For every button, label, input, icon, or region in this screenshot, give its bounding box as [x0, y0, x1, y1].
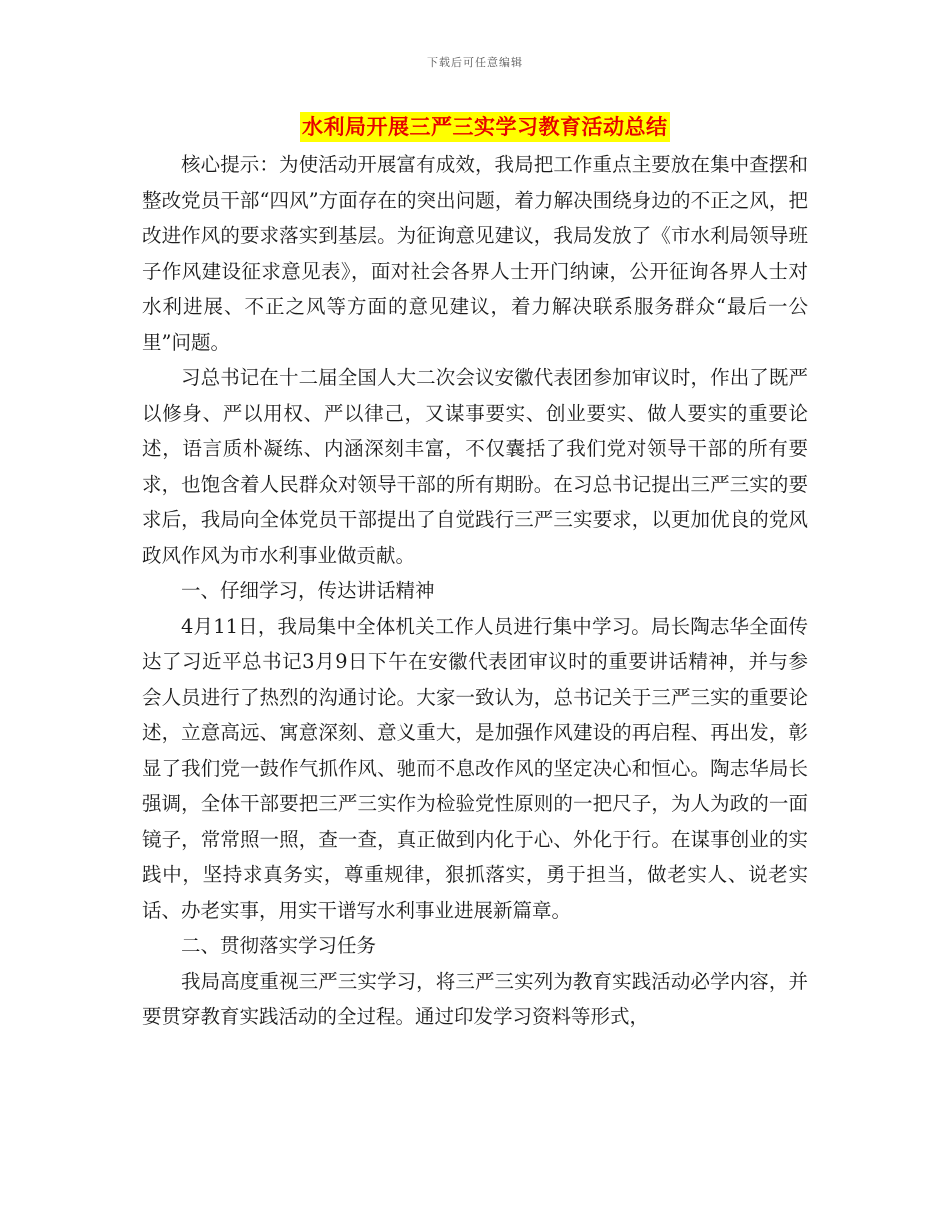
paragraph-background: 习总书记在十二届全国人大二次会议安徽代表团参加审议时，作出了既严以修身、严以用权、严以律己，又谋事要实、创业要实、做人要实的重要论述，语言质朴凝练、内涵深刻丰富，不仅囊括了我们党对领导干部的所有要求，也饱含着人民群众对领导干部的所有期盼。在习总书记提出三严三实的要求后，我局向全体党员干部提出了自觉践行三严三实要求，以更加优良的党风政风作风为市水利事业做贡献。: [142, 366, 808, 567]
document-title: 水利局开展三严三实学习教育活动总结: [300, 112, 670, 142]
paragraph-implementation: 我局高度重视三严三实学习，将三严三实列为教育实践活动必学内容，并要贯穿教育实践活动的全过程。通过印发学习资料等形式，: [142, 969, 808, 1028]
section-heading-1: 一、仔细学习，传达讲话精神: [181, 579, 435, 602]
header-note: 下载后可任意编辑: [427, 56, 523, 69]
section-heading-2: 二、贯彻落实学习任务: [181, 934, 377, 957]
paragraph-study-meeting: 4月11日，我局集中全体机关工作人员进行集中学习。局长陶志华全面传达了习近平总书记3月9日下午在安徽代表团审议时的重要讲话精神，并与参会人员进行了热烈的沟通讨论。大家一致认为，总书记关于三严三实的重要论述，立意高远、寓意深刻、意义重大，是加强作风建设的再启程、再出发，彰显了我们党一鼓作气抓作风、驰而不息改作风的坚定决心和恒心。陶志华局长强调，全体干部要把三严三实作为检验党性原则的一把尺子，为人为政的一面镜子，常常照一照，查一查，真正做到内化于心、外化于行。在谋事创业的实践中，坚持求真务实，尊重规律，狠抓落实，勇于担当，做老实人、说老实话、办老实事，用实干谱写水利事业进展新篇章。: [142, 614, 808, 922]
paragraph-core-summary: 核心提示：为使活动开展富有成效，我局把工作重点主要放在集中查摆和整改党员干部“四风”方面存在的突出问题，着力解决围绕身边的不正之风，把改进作风的要求落实到基层。为征询意见建议，我局发放了《市水利局领导班子作风建设征求意见表》，面对社会各界人士开门纳谏，公开征询各界人士对水利进展、不正之风等方面的意见建议，着力解决联系服务群众“最后一公里”问题。: [142, 153, 808, 354]
document-body: [142, 147, 808, 1035]
